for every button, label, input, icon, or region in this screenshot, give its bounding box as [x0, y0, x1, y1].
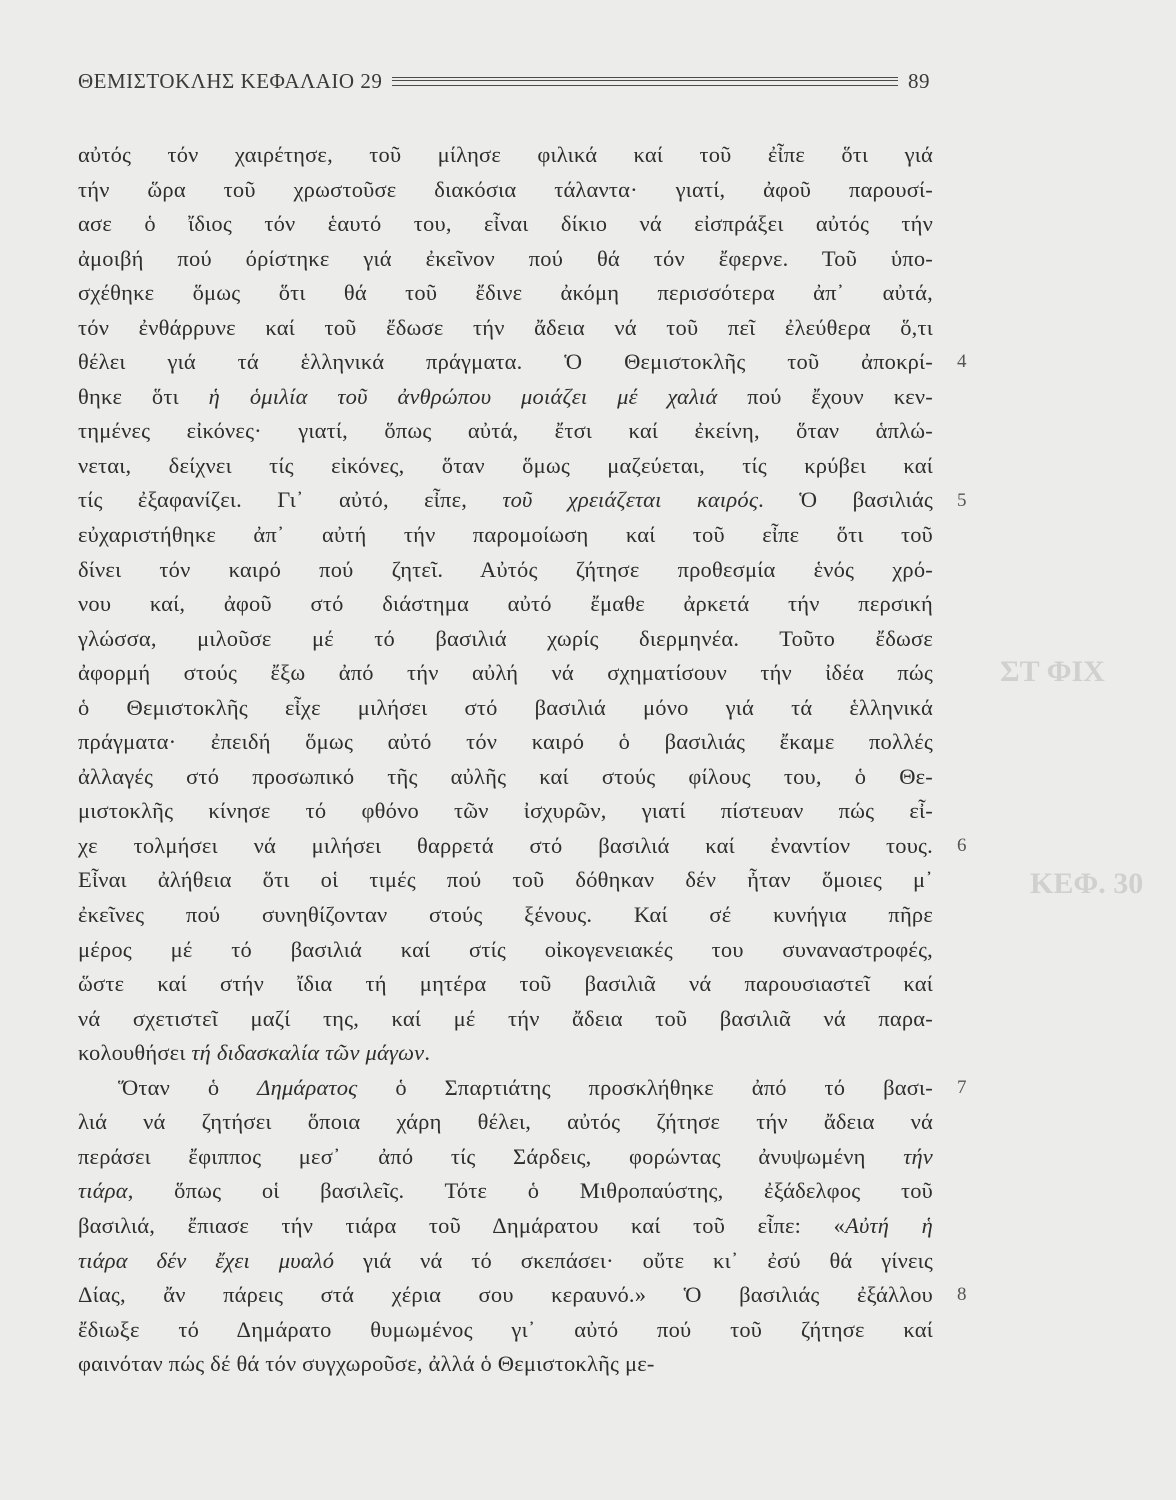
italic-run: τοῦ χρειάζεται καιρός [502, 487, 759, 513]
text-line [78, 1071, 933, 1106]
text-line [78, 1140, 933, 1175]
text-line [78, 1209, 933, 1244]
text-run: κολουθήσει [78, 1040, 192, 1066]
bleed-through-heading: ΣΤ ΦΙΧ [1000, 655, 1105, 688]
text-line [78, 1244, 933, 1279]
text-line [78, 587, 933, 622]
text-line [78, 518, 933, 553]
text-line [78, 414, 933, 449]
text-line [78, 138, 933, 173]
text-run: εὐχαριστήθηκε ἀπ᾽ αὐτή τήν παρομοίωση καί τοῦ εἶπε ὅτι τοῦ [78, 522, 933, 548]
text-run: ὁ Σπαρτιάτης προσκλήθηκε ἀπό τό βασι- [357, 1074, 934, 1100]
text-run: ἀλλαγές στό προσωπικό τῆς αὐλῆς καί στούς φίλους του, ὁ Θε- [78, 763, 933, 789]
text-line [78, 483, 933, 518]
running-head-title: ΘΕΜΙΣΤΟΚΛΗΣ ΚΕΦΑΛΑΙΟ 29 [78, 68, 383, 93]
text-run: δίνει τόν καιρό πού ζητεῖ. Αὐτός ζήτησε προθεσμία ἑνός χρό- [78, 556, 933, 582]
text-line [78, 794, 933, 829]
italic-run: τή διδασκαλία τῶν μάγων [191, 1040, 425, 1066]
text-line [78, 691, 933, 726]
text-run: γλώσσα, μιλοῦσε μέ τό βασιλιά χωρίς διερμηνέα. Τοῦτο ἔδωσε [78, 625, 933, 651]
text-run: Δίας, ἄν πάρεις στά χέρια σου κεραυνό.» Ὁ βασιλιάς ἐξάλλου [78, 1282, 933, 1308]
section-number: 7 [957, 1076, 967, 1098]
text-line [78, 242, 933, 277]
text-run: τήν ὥρα τοῦ χρωστοῦσε διακόσια τάλαντα· γιατί, ἀφοῦ παρουσί- [78, 176, 933, 202]
text-run: τημένες εἰκόνες· γιατί, ὅπως αὐτά, ἔτσι καί ἐκείνη, ὅταν ἁπλώ- [78, 418, 933, 444]
text-line [78, 622, 933, 657]
text-run: περάσει ἔφιππος μεσ᾽ ἀπό τίς Σάρδεις, φορώντας ἀνυψωμένη [78, 1143, 904, 1169]
running-head [78, 66, 930, 96]
text-line [78, 760, 933, 795]
text-line [78, 1278, 933, 1313]
italic-run: τιάρα δέν ἔχει μυαλό [78, 1247, 335, 1273]
text-line [78, 553, 933, 588]
text-line [78, 173, 933, 208]
text-run: πού ἔχουν κεν- [717, 383, 933, 409]
text-run: λιά νά ζητήσει ὅποια χάρη θέλει, αὐτός ζήτησε τήν ἄδεια νά [78, 1109, 933, 1135]
text-line [78, 276, 933, 311]
text-run: ὁ Θεμιστοκλῆς εἶχε μιλήσει στό βασιλιά μόνο γιά τά ἑλληνικά [78, 694, 933, 720]
bleed-through-heading: ΚΕΦ. 30 [1030, 867, 1144, 900]
text-line [78, 380, 933, 415]
text-line [78, 863, 933, 898]
text-line [78, 1002, 933, 1037]
text-run: νά σχετιστεῖ μαζί της, καί μέ τήν ἄδεια τοῦ βασιλιᾶ νά παρα- [78, 1005, 933, 1031]
text-run: μιστοκλῆς κίνησε τό φθόνο τῶν ἰσχυρῶν, γιατί πίστευαν πώς εἶ- [78, 798, 933, 824]
text-line [78, 449, 933, 484]
italic-run: Αὐτή ἡ [845, 1212, 933, 1238]
text-line [78, 725, 933, 760]
body-text [78, 138, 933, 1382]
text-run: . [424, 1040, 431, 1066]
text-line [78, 656, 933, 691]
section-number: 5 [957, 489, 967, 511]
text-run: γιά νά τό σκεπάσει· οὔτε κι᾽ ἐσύ θά γίνεις [334, 1247, 933, 1273]
text-run: , ὅπως οἱ βασιλεῖς. Τότε ὁ Μιθροπαύστης, ἐξάδελφος τοῦ [127, 1178, 933, 1204]
text-run: μέρος μέ τό βασιλιά καί στίς οἰκογενειακές του συναναστροφές, [78, 936, 933, 962]
text-line [78, 933, 933, 968]
text-line [78, 1174, 933, 1209]
text-run: Ὅταν ὁ [118, 1074, 258, 1100]
text-run: αὐτός τόν χαιρέτησε, τοῦ μίλησε φιλικά καί τοῦ ἐἶπε ὅτι γιά [78, 142, 933, 167]
text-run: νεται, δείχνει τίς εἰκόνες, ὅταν ὅμως μαζεύεται, τίς κρύβει καί [78, 452, 933, 478]
text-run: . Ὁ βασιλιάς [758, 487, 933, 513]
text-line [78, 311, 933, 346]
text-run: ἐκεῖνες πού συνηθίζονταν στούς ξένους. Καί σέ κυνήγια πῆρε [78, 902, 933, 928]
text-run: Εἶναι ἀλήθεια ὅτι οἱ τιμές πού τοῦ δόθηκαν δέν ἦταν ὅμοιες μ᾽ [78, 867, 933, 893]
text-run: χε τολμήσει νά μιλήσει θαρρετά στό βασιλιά καί ἐναντίον τους. [78, 832, 933, 858]
text-run: νου καί, ἀφοῦ στό διάστημα αὐτό ἔμαθε ἀρκετά τήν περσική [78, 591, 933, 617]
text-line [78, 1313, 933, 1348]
text-run: ὥστε καί στήν ἴδια τή μητέρα τοῦ βασιλιᾶ νά παρουσιαστεῖ καί [78, 971, 933, 997]
text-line [78, 1347, 933, 1382]
section-number: 4 [957, 351, 967, 373]
text-run: φαινόταν πώς δέ θά τόν συγχωροῦσε, ἀλλά ὁ Θεμιστοκλῆς με- [78, 1351, 655, 1377]
italic-run: τήν [903, 1143, 933, 1169]
italic-run: ἡ ὁμιλία τοῦ ἀνθρώπου μοιάζει μέ χαλιά [208, 383, 718, 409]
text-line [78, 829, 933, 864]
text-line [78, 207, 933, 242]
italic-run: Δημάρατος [257, 1074, 358, 1100]
text-line [78, 1036, 933, 1071]
text-run: θέλει γιά τά ἑλληνικά πράγματα. Ὁ Θεμιστοκλῆς τοῦ ἀποκρί- [78, 349, 933, 375]
text-line [78, 967, 933, 1002]
text-run: σχέθηκε ὅμως ὅτι θά τοῦ ἔδινε ἀκόμη περισσότερα ἀπ᾽ αὐτά, [78, 280, 933, 306]
text-run: ασε ὁ ἴδιος τόν ἑαυτό του, εἶναι δίκιο νά εἰσπράξει αὐτός τήν [78, 211, 933, 237]
italic-run: τιάρα [78, 1178, 128, 1204]
text-run: θηκε ὅτι [78, 383, 209, 409]
text-run: βασιλιά, ἔπιασε τήν τιάρα τοῦ Δημάρατου καί τοῦ εἶπε: « [78, 1212, 846, 1238]
text-run: πράγματα· ἐπειδή ὅμως αὐτό τόν καιρό ὁ βασιλιάς ἔκαμε πολλές [78, 729, 933, 755]
page-number: 89 [908, 68, 930, 93]
text-run: ἀμοιβή πού όρίστηκε γιά ἐκεῖνον πού θά τόν ἔφερνε. Τοῦ ὑπο- [78, 245, 933, 271]
text-line [78, 898, 933, 933]
text-run: ἔδιωξε τό Δημάρατο θυμωμένος γι᾽ αὐτό πού τοῦ ζήτησε καί [78, 1316, 933, 1342]
text-run: τόν ἐνθάρρυνε καί τοῦ ἔδωσε τήν ἄδεια νά τοῦ πεῖ ἐλεύθερα ὅ,τι [78, 314, 933, 340]
section-number: 8 [957, 1284, 967, 1306]
text-line [78, 345, 933, 380]
text-line [78, 1105, 933, 1140]
section-number: 6 [957, 835, 967, 856]
text-run: τίς ἐξαφανίζει. Γι᾽ αὐτό, εἶπε, [78, 487, 503, 513]
running-head-rule [392, 77, 898, 86]
text-run: ἀφορμή στούς ἔξω ἀπό τήν αὐλή νά σχηματίσουν τήν ἰδέα πώς [78, 660, 933, 686]
